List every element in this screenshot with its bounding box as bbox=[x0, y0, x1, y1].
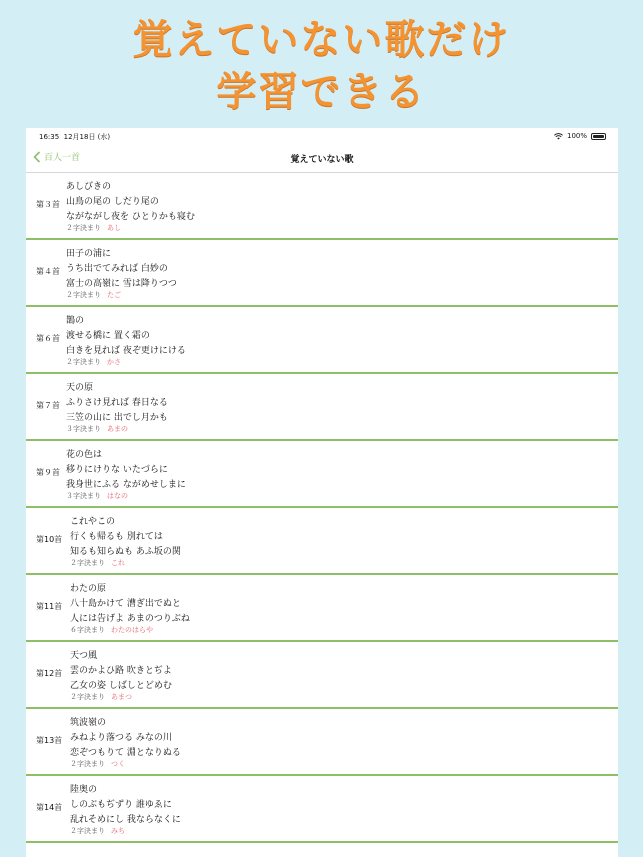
kimariji-kana: はなの bbox=[107, 492, 128, 500]
kimariji-count: ２字決まり bbox=[70, 760, 105, 768]
poem-line-1: わたの原 bbox=[70, 584, 107, 594]
kimariji-kana: あし bbox=[107, 224, 121, 232]
kimariji bbox=[70, 760, 181, 769]
kimariji bbox=[70, 626, 190, 635]
poem-row-4[interactable] bbox=[26, 240, 618, 307]
poem-line-2: 雲のかよひ路 吹きとぢよ bbox=[70, 666, 172, 676]
poem-line-1: 筑波嶺の bbox=[70, 718, 107, 728]
poem-line-3: 知るも知らぬも あふ坂の関 bbox=[70, 547, 181, 557]
poem-line-2: ふりさけ見れば 春日なる bbox=[66, 398, 168, 408]
kimariji bbox=[66, 425, 168, 434]
poem-number: 第11首 bbox=[36, 602, 63, 611]
poem-line-2: 行くも帰るも 別れては bbox=[70, 532, 163, 542]
poem-text bbox=[66, 314, 186, 367]
poem-row-11[interactable] bbox=[26, 575, 618, 642]
poem-line-1: 田子の浦に bbox=[66, 249, 112, 259]
poem-line-2: 山鳥の尾の しだり尾の bbox=[66, 197, 159, 207]
poem-line-3: ながながし夜を ひとりかも寝む bbox=[66, 212, 195, 222]
poem-text bbox=[66, 247, 177, 300]
kimariji-count: ２字決まり bbox=[66, 291, 101, 299]
poem-number: 第４首 bbox=[36, 267, 60, 276]
kimariji-count: ２字決まり bbox=[70, 693, 105, 701]
poem-line-3: 恋ぞつもりて 淵となりぬる bbox=[70, 748, 181, 758]
poem-row-3[interactable] bbox=[26, 173, 618, 240]
poem-number: 第13首 bbox=[36, 736, 63, 745]
kimariji-count: ２字決まり bbox=[70, 559, 105, 567]
poem-line-2: 八十島かけて 漕ぎ出でぬと bbox=[70, 599, 181, 609]
poem-text bbox=[70, 783, 181, 836]
poem-text bbox=[66, 180, 195, 233]
promo-headline-line1: 覚えていない歌だけ bbox=[132, 17, 511, 63]
page-title: 覚えていない歌 bbox=[290, 155, 354, 165]
poem-line-2: うち出でてみれば 白妙の bbox=[66, 264, 168, 274]
battery-percent: 100% bbox=[566, 132, 587, 140]
poem-line-3: 乙女の姿 しばしとどめむ bbox=[70, 681, 172, 691]
device-screen bbox=[26, 128, 618, 857]
poem-row-partial[interactable] bbox=[26, 843, 618, 857]
status-date: 12月18日 (水) bbox=[63, 133, 111, 141]
wifi-icon bbox=[554, 133, 563, 140]
status-right bbox=[554, 132, 606, 140]
kimariji-kana: かさ bbox=[107, 358, 121, 366]
poem-number: 第７首 bbox=[36, 401, 60, 410]
kimariji bbox=[70, 693, 172, 702]
poem-line-3: 我身世にふる ながめせしまに bbox=[66, 480, 186, 490]
poem-number: 第９首 bbox=[36, 468, 60, 477]
poem-text bbox=[70, 582, 190, 635]
kimariji-kana: つく bbox=[111, 760, 125, 768]
poem-row-12[interactable] bbox=[26, 642, 618, 709]
kimariji-count: ３字決まり bbox=[66, 425, 101, 433]
poem-line-1: 天の原 bbox=[66, 383, 94, 393]
poem-row-10[interactable] bbox=[26, 508, 618, 575]
poem-line-1: 花の色は bbox=[66, 450, 103, 460]
poem-line-1: あしびきの bbox=[66, 182, 112, 192]
poem-line-3: 富士の高嶺に 雪は降りつつ bbox=[66, 279, 177, 289]
kimariji bbox=[70, 559, 181, 568]
status-time-date bbox=[39, 132, 110, 142]
poem-row-13[interactable] bbox=[26, 709, 618, 776]
poem-text bbox=[66, 381, 168, 434]
poem-number: 第10首 bbox=[36, 535, 63, 544]
poem-row-7[interactable] bbox=[26, 374, 618, 441]
poem-line-2: 渡せる橋に 置く霜の bbox=[66, 331, 150, 341]
poem-line-3: 三笠の山に 出でし月かも bbox=[66, 413, 168, 423]
poem-text bbox=[70, 716, 181, 769]
kimariji-count: ６字決まり bbox=[70, 626, 105, 634]
poem-text bbox=[70, 515, 181, 568]
poem-number: 第６首 bbox=[36, 334, 60, 343]
kimariji bbox=[66, 291, 177, 300]
kimariji-count: ２字決まり bbox=[66, 358, 101, 366]
poem-row-9[interactable] bbox=[26, 441, 618, 508]
poem-line-1: 鵲の bbox=[66, 316, 85, 326]
poem-number: 第３首 bbox=[36, 200, 60, 209]
kimariji bbox=[66, 224, 195, 233]
poem-line-3: 白きを見れば 夜ぞ更けにける bbox=[66, 346, 186, 356]
battery-icon bbox=[591, 133, 606, 140]
kimariji-kana: あまの bbox=[107, 425, 128, 433]
poem-text bbox=[70, 649, 172, 702]
kimariji-count: ２字決まり bbox=[66, 224, 101, 232]
status-time: 16:35 bbox=[39, 133, 60, 141]
kimariji-kana: これ bbox=[111, 559, 125, 567]
kimariji-kana: みち bbox=[111, 827, 125, 835]
promo-headline-line2: 学習できる bbox=[216, 69, 427, 115]
kimariji-kana: あまつ bbox=[111, 693, 132, 701]
kimariji bbox=[70, 827, 181, 836]
poem-line-3: 乱れそめにし 我ならなくに bbox=[70, 815, 181, 825]
kimariji bbox=[66, 492, 186, 501]
poem-line-1: 天つ風 bbox=[70, 651, 98, 661]
poem-list bbox=[26, 173, 618, 857]
poem-text bbox=[66, 448, 186, 501]
poem-line-1: 陸奥の bbox=[70, 785, 98, 795]
kimariji bbox=[66, 358, 186, 367]
kimariji-kana: たご bbox=[107, 291, 121, 299]
kimariji-kana: わたのはらや bbox=[111, 626, 153, 634]
kimariji-count: ２字決まり bbox=[70, 827, 105, 835]
back-button-label: 百人一首 bbox=[44, 153, 81, 163]
poem-line-2: しのぶもぢずり 誰ゆゑに bbox=[70, 800, 172, 810]
kimariji-count: ３字決まり bbox=[66, 492, 101, 500]
navigation-bar bbox=[26, 144, 618, 173]
poem-line-2: 移りにけりな いたづらに bbox=[66, 465, 168, 475]
poem-number: 第12首 bbox=[36, 669, 63, 678]
status-bar bbox=[26, 128, 618, 144]
poem-number: 第14首 bbox=[36, 803, 63, 812]
poem-row-6[interactable] bbox=[26, 307, 618, 374]
poem-line-3: 人には告げよ あまのつりぶね bbox=[70, 614, 190, 624]
poem-line-1: これやこの bbox=[70, 517, 116, 527]
poem-line-2: みねより落つる みなの川 bbox=[70, 733, 172, 743]
poem-row-14[interactable] bbox=[26, 776, 618, 843]
